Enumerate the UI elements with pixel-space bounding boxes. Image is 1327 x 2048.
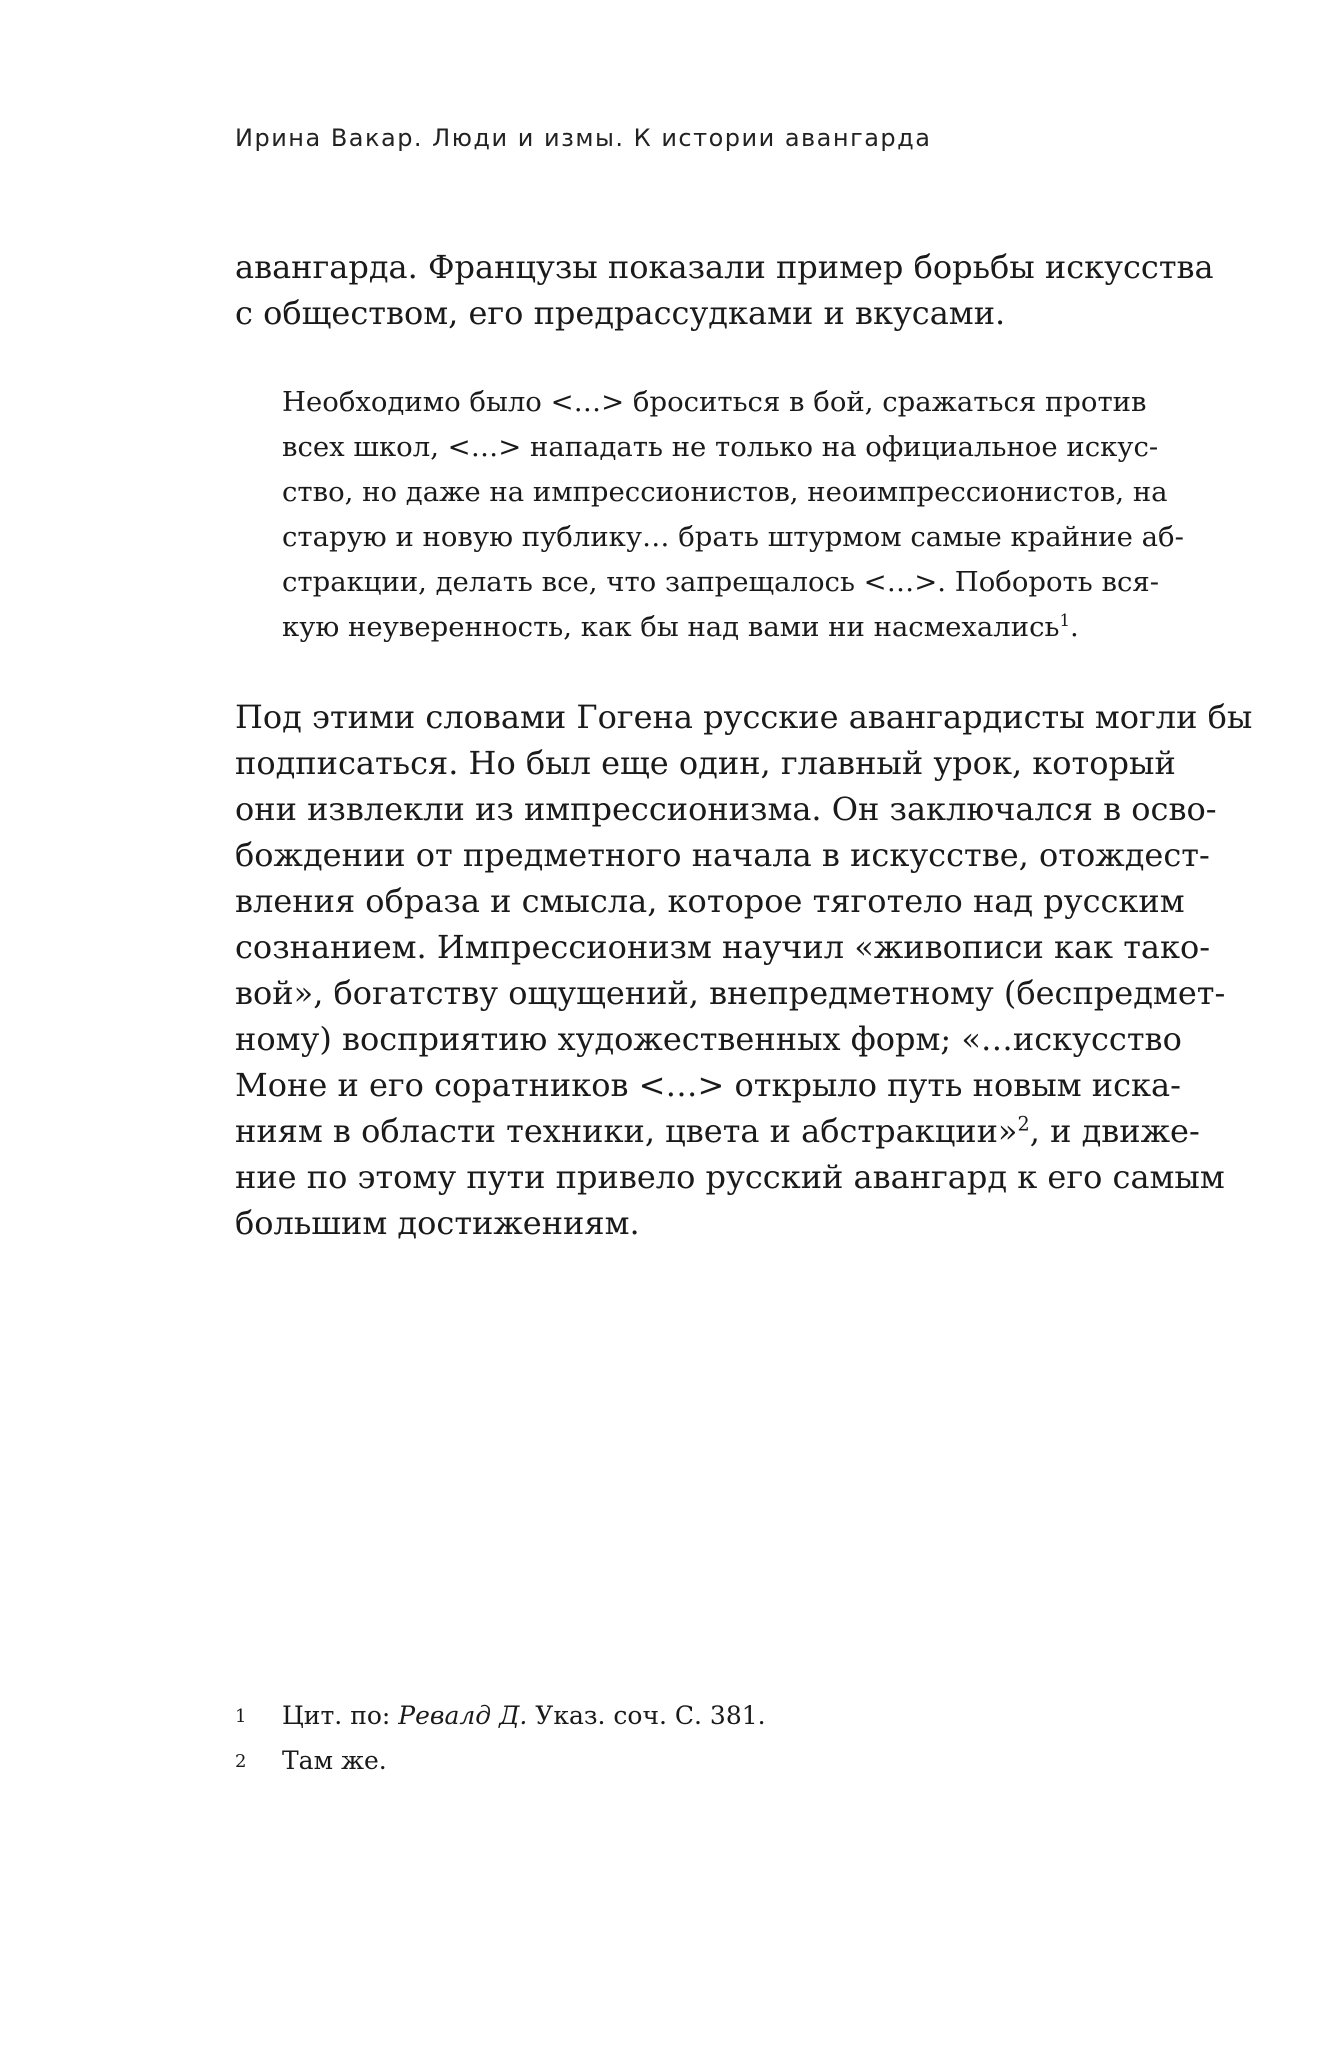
footnote-ref-2[interactable]: 2 bbox=[1017, 1112, 1030, 1136]
paragraph2-line: большим достижениям. bbox=[235, 1204, 640, 1242]
running-head: Ирина Вакар. Люди и измы. К истории авангарда bbox=[235, 124, 932, 152]
paragraph2-line: сознанием. Импрессионизм научил «живописи как тако- bbox=[235, 928, 1211, 966]
paragraph2-line: они извлекли из импрессионизма. Он заключался в осво- bbox=[235, 790, 1217, 828]
quote-line: Необходимо было <…> броситься в бой, сражаться против bbox=[282, 386, 1147, 418]
paragraph2-line: Моне и его соратников <…> открыло путь новым иска- bbox=[235, 1066, 1181, 1104]
paragraph2-line-with-ref bbox=[235, 1112, 1200, 1150]
quote-last-text: кую неуверенность, как бы над вами ни насмехались bbox=[282, 611, 1060, 643]
footnote-1-prefix: Цит. по: bbox=[282, 1701, 399, 1730]
paragraph2-line10-tail: , и движе- bbox=[1029, 1112, 1200, 1150]
paragraph2-line10-text: ниям в области техники, цвета и абстракции» bbox=[235, 1112, 1018, 1150]
quote-line-last bbox=[282, 611, 1079, 643]
paragraph2-line: подписаться. Но был еще один, главный урок, который bbox=[235, 744, 1176, 782]
footnote-mark-1: 1 bbox=[235, 1706, 247, 1727]
paragraph2-line: ному) восприятию художественных форм; «…искусство bbox=[235, 1020, 1182, 1058]
footnote-2: Там же. bbox=[282, 1746, 387, 1775]
quote-line: стракции, делать все, что запрещалось <…>. Побороть вся- bbox=[282, 566, 1159, 598]
quote-end: . bbox=[1069, 611, 1079, 643]
quote-line: ство, но даже на импрессионистов, неоимпрессионистов, на bbox=[282, 476, 1168, 508]
footnote-1 bbox=[282, 1701, 766, 1730]
paragraph2-line: Под этими словами Гогена русские авангардисты могли бы bbox=[235, 698, 1253, 736]
quote-line: старую и новую публику… брать штурмом самые крайние аб- bbox=[282, 521, 1184, 553]
paragraph2-line: бождении от предметного начала в искусстве, отождест- bbox=[235, 836, 1210, 874]
paragraph1-line: с обществом, его предрассудками и вкусами. bbox=[235, 294, 1006, 332]
footnote-1-author: Ревалд Д. bbox=[398, 1701, 528, 1730]
quote-line: всех школ, <…> нападать не только на официальное искус- bbox=[282, 431, 1159, 463]
paragraph2-line: ние по этому пути привело русский авангард к его самым bbox=[235, 1158, 1225, 1196]
footnote-1-suffix: Указ. соч. С. 381. bbox=[527, 1701, 766, 1730]
paragraph1-line: авангарда. Французы показали пример борьбы искусства bbox=[235, 248, 1214, 286]
footnote-ref-1[interactable]: 1 bbox=[1059, 610, 1070, 630]
paragraph2-line: вой», богатству ощущений, внепредметному (беспредмет- bbox=[235, 974, 1226, 1012]
paragraph2-line: вления образа и смысла, которое тяготело над русским bbox=[235, 882, 1185, 920]
footnote-mark-2: 2 bbox=[235, 1751, 247, 1772]
